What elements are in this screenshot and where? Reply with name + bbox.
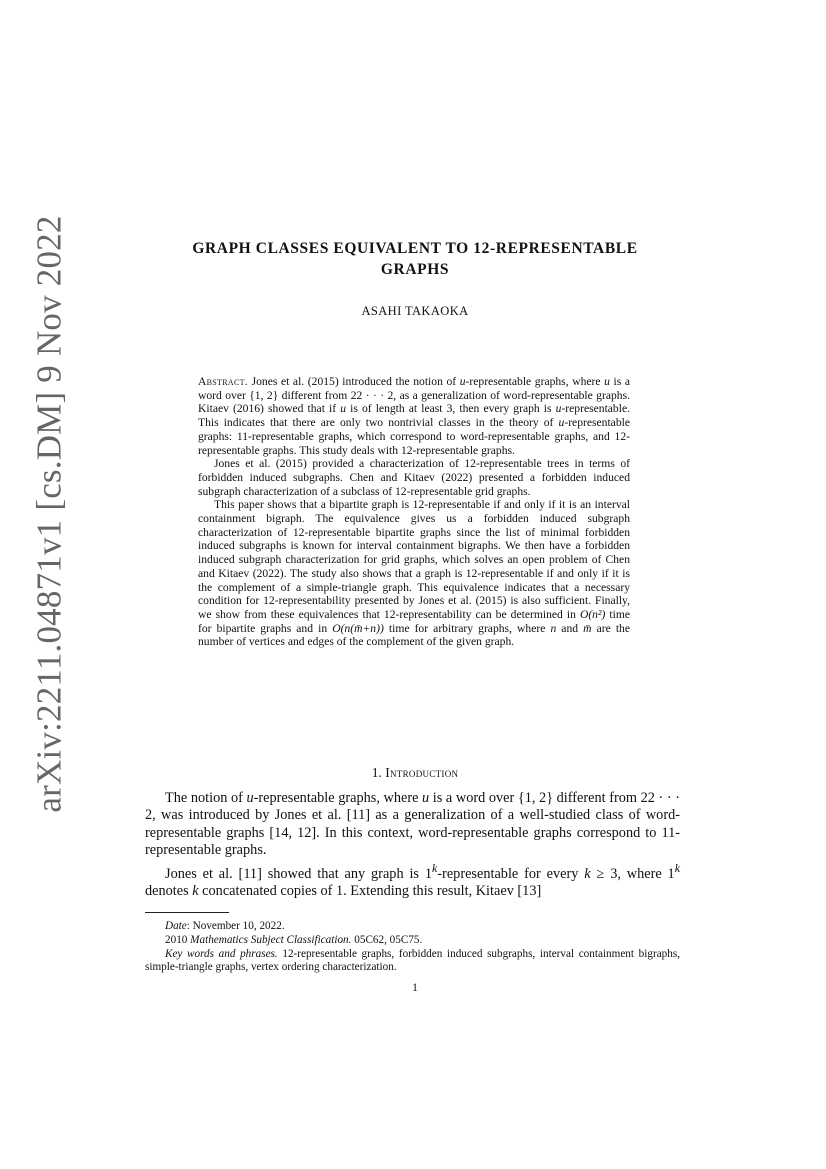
math-var: u <box>558 416 565 430</box>
abstract-text: -representable graphs, where <box>465 375 605 388</box>
abstract-text: This paper shows that a bipartite graph is 12-representable if and only if it is an interval containment bigraph. The equivalence gives us a forbidden induced subgraph characterization of 12-representable bipartite graphs since the list of minimal forbidden induced subgraphs is known for interval containment bigraphs. We then have a forbidden induced subgraph characterization for grid graphs, which solves an open problem of Chen and Kitaev (2022). The study also shows that a graph is 12-representable if and only if it is the complement of a simple-triangle graph. This equivalence indicates that a necessary condition for 12-representability presented by Jones et al. (2015) is also sufficient. Finally, we show from these equivalences that 12-representability can be determined in <box>198 498 630 621</box>
footnote-text: : November 10, 2022. <box>186 920 285 932</box>
body-text: ≥ 3, where 1 <box>590 865 675 882</box>
abstract-text: -representable. This indicates that there are only two nontrivial classes in the theory of <box>198 402 630 430</box>
footnote-text: 05C62, 05C75. <box>351 933 423 946</box>
footnote-date <box>145 920 680 934</box>
abstract-text: are the number of vertices and edges of the complement of the given graph. <box>198 621 630 649</box>
math-var: u <box>246 790 254 806</box>
math-var: u <box>459 375 466 388</box>
body-text: -representable for every <box>437 865 585 882</box>
section-number: 1. <box>371 765 382 780</box>
footnote-label: Key words and phrases. <box>165 947 278 960</box>
intro-paragraph-2 <box>145 860 680 901</box>
abstract-label: Abstract. <box>198 375 248 388</box>
footnote-divider <box>145 912 229 913</box>
abstract-paragraph-3 <box>198 498 630 649</box>
math-expression: O(n(m̄+n)) <box>332 621 384 635</box>
title-line-2: GRAPHS <box>380 261 450 278</box>
math-var: k <box>674 860 680 875</box>
introduction-body <box>145 790 680 900</box>
body-text: Jones et al. [11] showed that any graph is 1 <box>165 865 432 882</box>
abstract-text: Jones et al. (2015) introduced the notion of <box>251 375 460 388</box>
math-var: u <box>340 402 347 416</box>
author-name: ASAHI TAKAOKA <box>361 304 469 318</box>
section-title: Introduction <box>385 765 459 780</box>
intro-paragraph-1 <box>145 790 680 860</box>
footnote-keywords <box>145 948 680 976</box>
abstract-text: time for bipartite graphs and in <box>198 607 630 635</box>
abstract-text: -representable graphs: 11-representable graphs, which correspond to word-representable graphs, and 12-representable graphs. This study deals with 12-representable graphs. <box>198 416 630 457</box>
math-expression: O(n²) <box>579 607 606 621</box>
body-text: is a word over {1, 2} different from 22 · · · 2, was introduced by Jones et al. [11] as a generalization of a well-studied class of word-representable graphs [14, 12]. In this context, word-representable graphs correspond to 11-representable graphs. <box>145 790 680 859</box>
body-text: concatenated copies of 1. Extending this result, Kitaev [13] <box>198 882 542 899</box>
body-text: denotes <box>145 882 193 899</box>
abstract <box>198 375 630 649</box>
abstract-text: time for arbitrary graphs, where <box>383 621 551 635</box>
body-text: The notion of <box>165 790 247 806</box>
math-var: k <box>192 882 199 899</box>
arxiv-identifier: arXiv:2211.04871v1 [cs.DM] 9 Nov 2022 <box>30 215 69 813</box>
body-text: -representable graphs, where <box>253 790 423 806</box>
footnotes <box>145 920 680 975</box>
math-var: u <box>422 790 430 806</box>
math-var: m̄ <box>583 621 592 635</box>
title-line-1: GRAPH CLASSES EQUIVALENT TO 12-REPRESENTABLE <box>192 240 638 257</box>
math-var: u <box>604 375 610 388</box>
arxiv-sidebar-stamp <box>20 215 80 813</box>
abstract-paragraph-2: Jones et al. (2015) provided a characterization of 12-representable trees in terms of forbidden induced subgraphs. Chen and Kitaev (2022) presented a forbidden induced subgraph characterization of a subclass of 12-representable grid graphs. <box>198 457 630 498</box>
math-var: k <box>584 865 591 882</box>
page-number: 1 <box>412 982 418 994</box>
math-var: u <box>555 402 562 416</box>
footnote-text: 12-representable graphs, forbidden induced subgraphs, interval containment bigraphs, simple-triangle graphs, vertex ordering characterization. <box>145 947 680 974</box>
abstract-text: is a word over {1, 2} different from 22 · · · 2, as a generalization of word-representable graphs. Kitaev (2016) showed that if <box>198 375 630 416</box>
math-var: n <box>550 621 557 635</box>
section-heading <box>145 765 685 781</box>
footnote-text: 2010 <box>165 933 191 946</box>
abstract-paragraph-1 <box>198 375 630 457</box>
footnote-label: Mathematics Subject Classification. <box>190 933 352 946</box>
footnote-msc <box>145 934 680 948</box>
abstract-text: is of length at least 3, then every graph is <box>346 402 556 416</box>
paper-title <box>145 238 685 280</box>
abstract-text: and <box>556 621 584 635</box>
footnote-label: Date <box>165 920 187 932</box>
math-var: k <box>432 860 438 875</box>
